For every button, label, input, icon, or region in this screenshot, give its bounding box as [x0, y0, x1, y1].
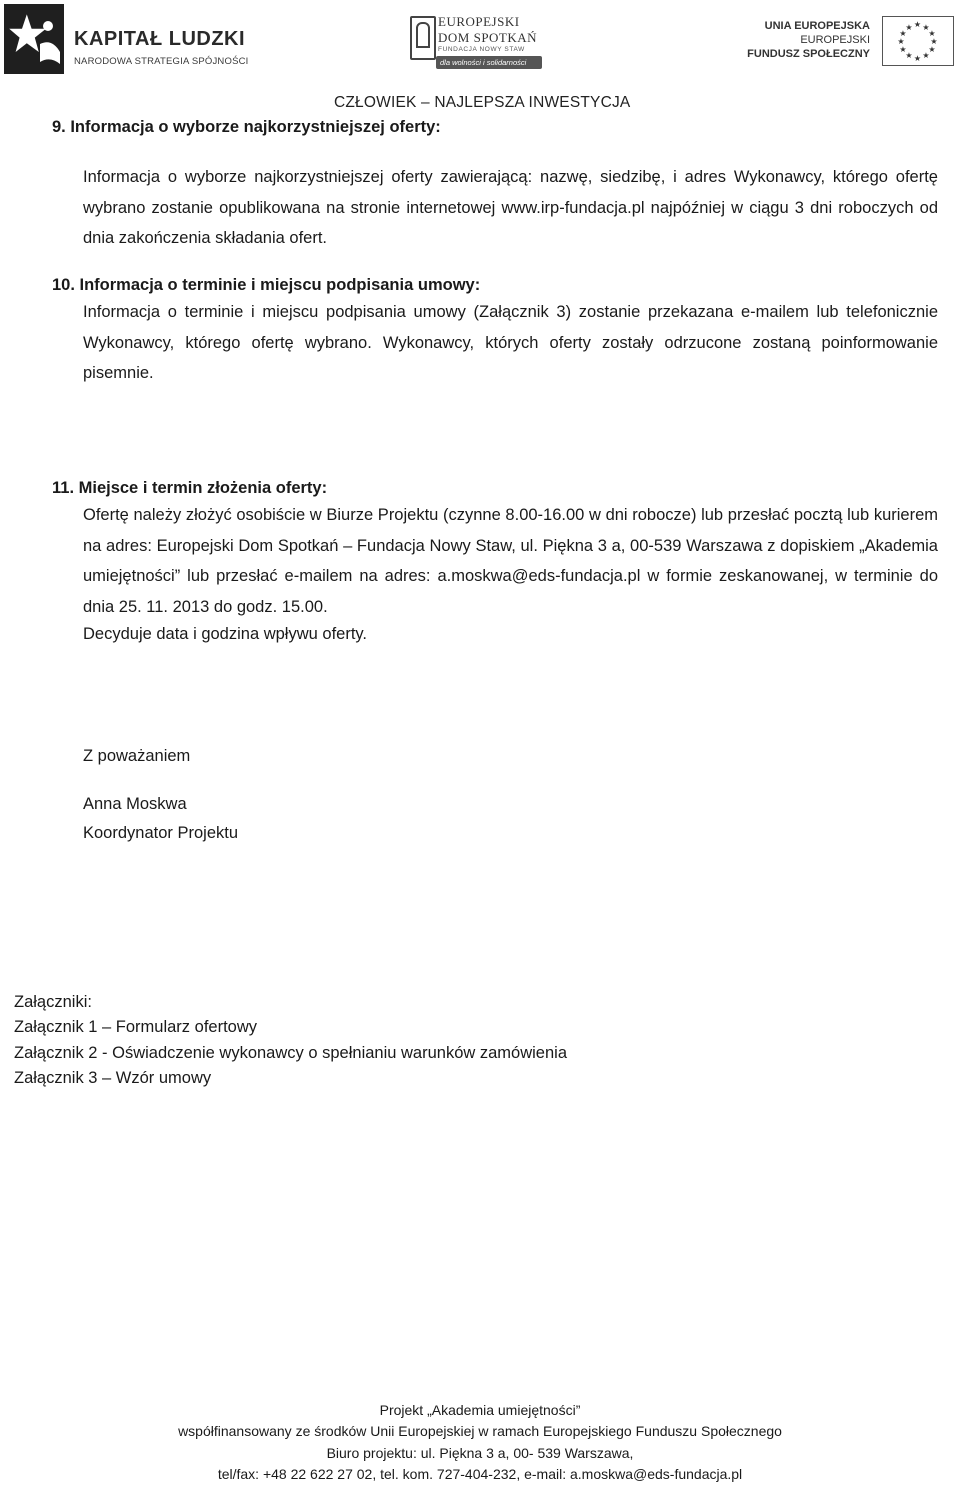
svg-text:★: ★ — [897, 37, 905, 46]
kapital-ludzki-star-icon — [4, 4, 68, 76]
signatory-name: Anna Moskwa — [83, 795, 187, 813]
svg-text:★: ★ — [930, 37, 938, 46]
kapital-ludzki-title: KAPITAŁ LUDZKI — [74, 28, 246, 50]
signatory-role: Koordynator Projektu — [83, 824, 239, 842]
eds-line3: FUNDACJA NOWY STAW — [438, 46, 525, 53]
svg-text:★: ★ — [922, 23, 930, 32]
eu-stars-flag-icon — [882, 16, 954, 66]
svg-text:★: ★ — [913, 20, 922, 29]
section-11-extra: Decyduje data i godzina wpływu oferty. — [83, 625, 368, 643]
europejski-dom-spotkan-logo — [410, 14, 550, 72]
footer — [0, 1400, 960, 1485]
attachments-list — [14, 990, 567, 1091]
section-10-heading: 10. Informacja o terminie i miejscu podpisania umowy: — [52, 276, 481, 294]
svg-text:★: ★ — [905, 51, 913, 60]
kapital-ludzki-subtitle: NARODOWA STRATEGIA SPÓJNOŚCI — [74, 56, 249, 67]
svg-text:★: ★ — [928, 29, 936, 38]
eds-building-icon — [410, 16, 436, 60]
header-motto: CZŁOWIEK – NAJLEPSZA INWESTYCJA — [334, 94, 631, 111]
svg-text:★: ★ — [905, 23, 913, 32]
section-9-body: Informacja o wyborze najkorzystniejszej oferty zawierającą: nazwę, siedzibę, i adres Wykonawcy, którego ofertę wybrano zostanie opublikowana na stronie internetowej www.irp-fundacja.pl najpóźniej w ciągu 3 dni roboczych od dnia zakończenia składania ofert. — [83, 168, 938, 247]
svg-text:★: ★ — [899, 29, 907, 38]
eu-fundusz-logo — [747, 16, 958, 68]
ue-line3: FUNDUSZ SPOŁECZNY — [747, 48, 870, 60]
svg-text:★: ★ — [922, 51, 930, 60]
closing-greeting: Z poważaniem — [83, 747, 191, 765]
section-10-body: Informacja o terminie i miejscu podpisania umowy (Załącznik 3) zostanie przekazana e-mailem lub telefonicznie Wykonawcy, którego ofertę wybrano. Wykonawcy, których oferty zostały odrzucone zostaną poinformowanie pisemnie. — [83, 303, 938, 382]
footer-cofinancing: współfinansowany ze środków Unii Europejskiej w ramach Europejskiego Funduszu Społecznego — [178, 1423, 782, 1440]
svg-text:★: ★ — [899, 45, 907, 54]
ue-line2: EUROPEJSKI — [800, 34, 870, 46]
attachments-label: Załączniki: — [14, 993, 92, 1011]
attachment-item: Załącznik 2 - Oświadczenie wykonawcy o spełnianiu warunków zamówienia — [14, 1043, 567, 1062]
kapital-ludzki-logo — [4, 4, 254, 76]
svg-text:★: ★ — [928, 45, 936, 54]
footer-project: Projekt „Akademia umiejętności” — [379, 1402, 581, 1418]
footer-address: Biuro projektu: ul. Piękna 3 a, 00- 539 Warszawa, — [326, 1444, 634, 1461]
eds-banner-text: dla wolności i solidarności — [440, 58, 527, 67]
footer-contact: tel/fax: +48 22 622 27 02, tel. kom. 727-404-232, e-mail: a.moskwa@eds-fundacja.pl — [217, 1465, 743, 1482]
section-11-body: Ofertę należy złożyć osobiście w Biurze Projektu (czynne 8.00-16.00 w dni robocze) lub przesłać pocztą lub kurierem na adres: Europejski Dom Spotkań – Fundacja Nowy Staw, ul. Piękna 3 a, 00-539 Warszawa z dopiskiem „Akademia umiejętności” lub przesłać e-mailem na adres: a.moskwa@eds-fundacja.pl w formie zeskanowanej, w terminie do dnia 25. 11. 2013 do godz. 15.00. — [83, 506, 938, 616]
svg-text:★: ★ — [913, 54, 922, 63]
attachment-item: Załącznik 3 – Wzór umowy — [14, 1068, 212, 1087]
eds-line2: DOM SPOTKAŃ — [438, 30, 538, 45]
section-11-heading: 11. Miejsce i termin złożenia oferty: — [52, 479, 328, 497]
ue-line1: UNIA EUROPEJSKA — [764, 20, 870, 32]
attachment-item: Załącznik 1 – Formularz ofertowy — [14, 1018, 257, 1037]
section-9-heading: 9. Informacja o wyborze najkorzystniejszej oferty: — [52, 118, 441, 136]
eds-line1: EUROPEJSKI — [438, 14, 520, 29]
